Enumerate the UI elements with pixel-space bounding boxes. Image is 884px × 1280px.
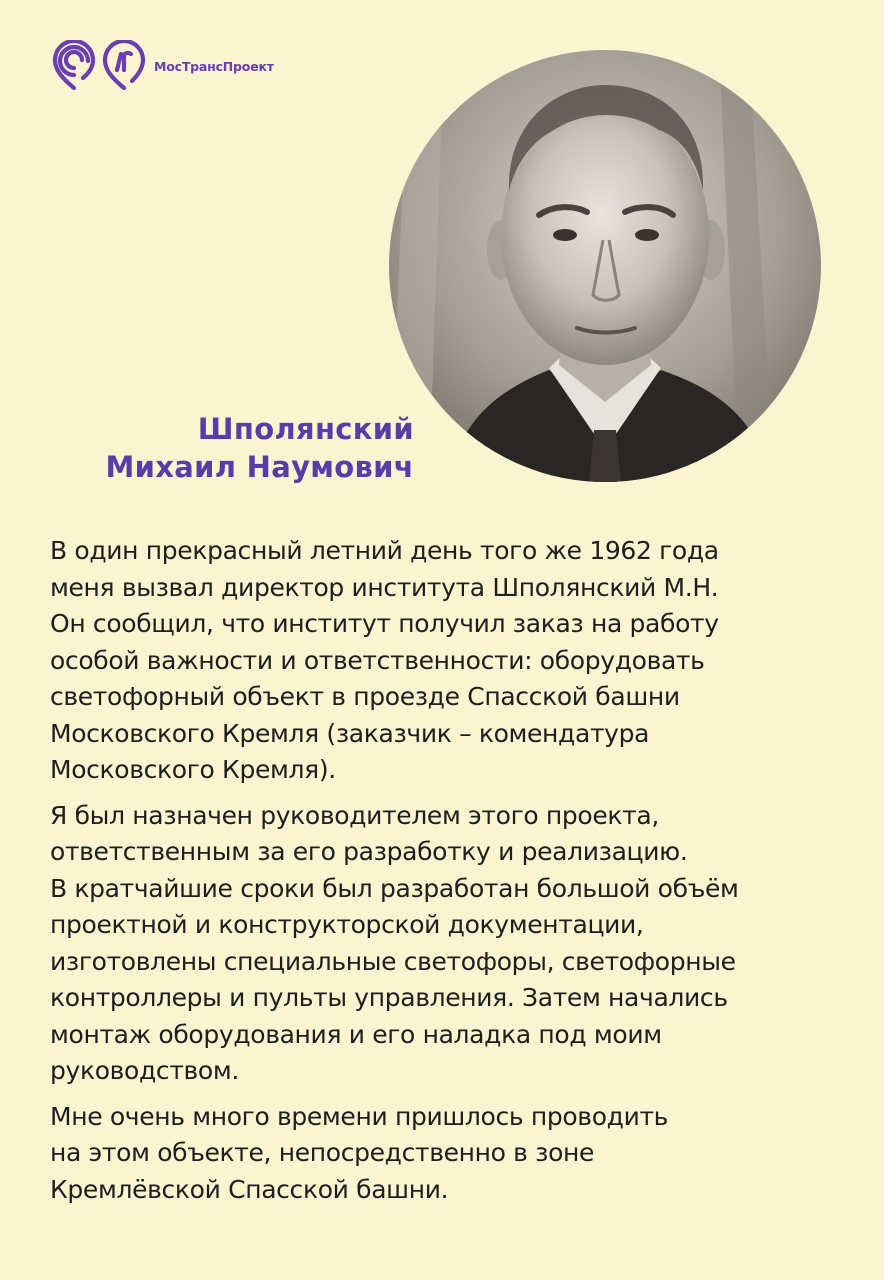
portrait-photo <box>389 50 821 482</box>
text-line: ответственным за его разработку и реализацию. <box>50 837 688 866</box>
company-logo <box>52 40 274 92</box>
text-line: Я был назначен руководителем этого проекта, <box>50 800 659 830</box>
text-line: светофорный объект в проезде Спасской башни <box>50 682 680 711</box>
logo-target-icon <box>52 40 96 92</box>
text-line: меня вызвал директор института Шполянский М.Н. <box>50 572 719 602</box>
text-line: руководством. <box>50 1056 239 1085</box>
person-name <box>105 410 414 486</box>
text-line: контроллеры и пульты управления. Затем начались <box>50 983 728 1012</box>
logo-text: МосТрансПроект <box>154 58 274 74</box>
paragraph-1 <box>50 533 850 789</box>
logo-transport-icon <box>102 40 146 92</box>
person-surname: Шполянский <box>197 412 414 446</box>
text-line: Мне очень много времени пришлось проводить <box>50 1101 669 1131</box>
text-line: монтаж оборудования и его наладка под моим <box>50 1019 662 1049</box>
text-line: на этом объекте, непосредственно в зоне <box>50 1138 595 1167</box>
text-line: проектной и конструкторской документации, <box>50 910 644 939</box>
text-line: В кратчайшие сроки был разработан большой объём <box>50 873 739 903</box>
text-line: изготовлены специальные светофоры, светофорные <box>50 946 736 976</box>
text-line: особой важности и ответственности: оборудовать <box>50 645 705 675</box>
text-line: В один прекрасный летний день того же 1962 года <box>50 536 719 565</box>
text-line: Он сообщил, что институт получил заказ на работу <box>50 609 719 638</box>
memoir-text <box>50 533 850 1217</box>
text-line: Московского Кремля (заказчик – комендатура <box>50 718 650 748</box>
person-given-names: Михаил Наумович <box>105 450 414 484</box>
text-line: Кремлёвской Спасской башни. <box>50 1174 449 1204</box>
paragraph-2 <box>50 798 850 1090</box>
text-line: Московского Кремля). <box>50 755 336 784</box>
paragraph-3 <box>50 1099 850 1209</box>
